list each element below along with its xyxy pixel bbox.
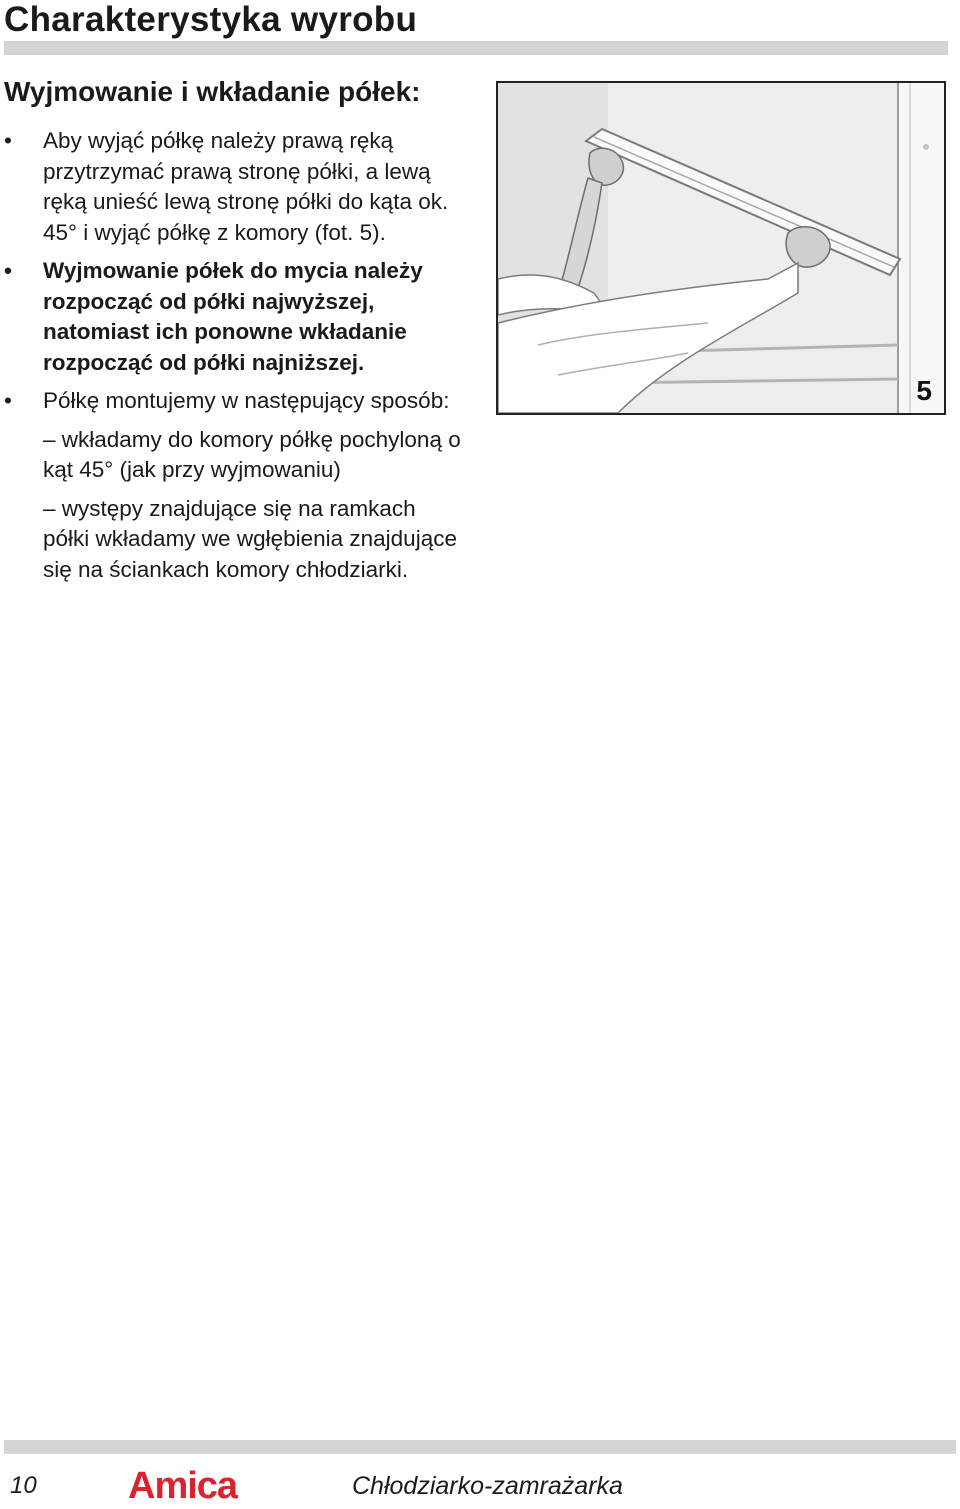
sub-list — [4, 425, 464, 586]
list-item — [4, 126, 464, 248]
sub-list-item: – występy znajdujące się na ramkach półki wkładamy we wgłębienia znajdujące się na ściankach komory chłodziarki. — [43, 495, 457, 582]
list-item — [4, 386, 464, 417]
sub-list-item: – wkładamy do komory półkę pochyloną o kąt 45° (jak przy wyjmowaniu) — [43, 426, 461, 482]
bullet-icon: • — [4, 388, 12, 413]
bullet-icon: • — [4, 258, 12, 283]
brand-logo — [128, 1464, 246, 1504]
page-number: 10 — [10, 1472, 37, 1499]
section-heading: Wyjmowanie i wkładanie półek: — [4, 76, 421, 107]
footer-divider — [4, 1440, 956, 1454]
list-item — [4, 256, 464, 378]
amica-logo-icon — [128, 1464, 246, 1504]
instructions — [4, 126, 464, 593]
shelf-removal-photo — [496, 81, 946, 415]
figure-number: 5 — [916, 375, 932, 406]
list-item-text: Aby wyjąć półkę należy prawą ręką przytrzymać prawą stronę półki, a lewą ręką unieść lewą stronę półki do kąta ok. 45° i wyjąć półkę z komory (fot. 5). — [43, 128, 449, 245]
title-divider — [4, 41, 948, 55]
bullet-icon: • — [4, 128, 12, 153]
product-name: Chłodziarko-zamrażarka — [352, 1472, 623, 1500]
svg-text:Amica: Amica — [128, 1465, 238, 1504]
fridge-shelf-illustration — [498, 83, 944, 413]
list-item-text: Półkę montujemy w następujący sposób: — [43, 388, 450, 413]
list-item-text: Wyjmowanie półek do mycia należy rozpocząć od półki najwyższej, natomiast ich ponowne wkładanie rozpocząć od półki najniższej. — [43, 258, 423, 375]
page-title: Charakterystyka wyrobu — [4, 0, 418, 39]
